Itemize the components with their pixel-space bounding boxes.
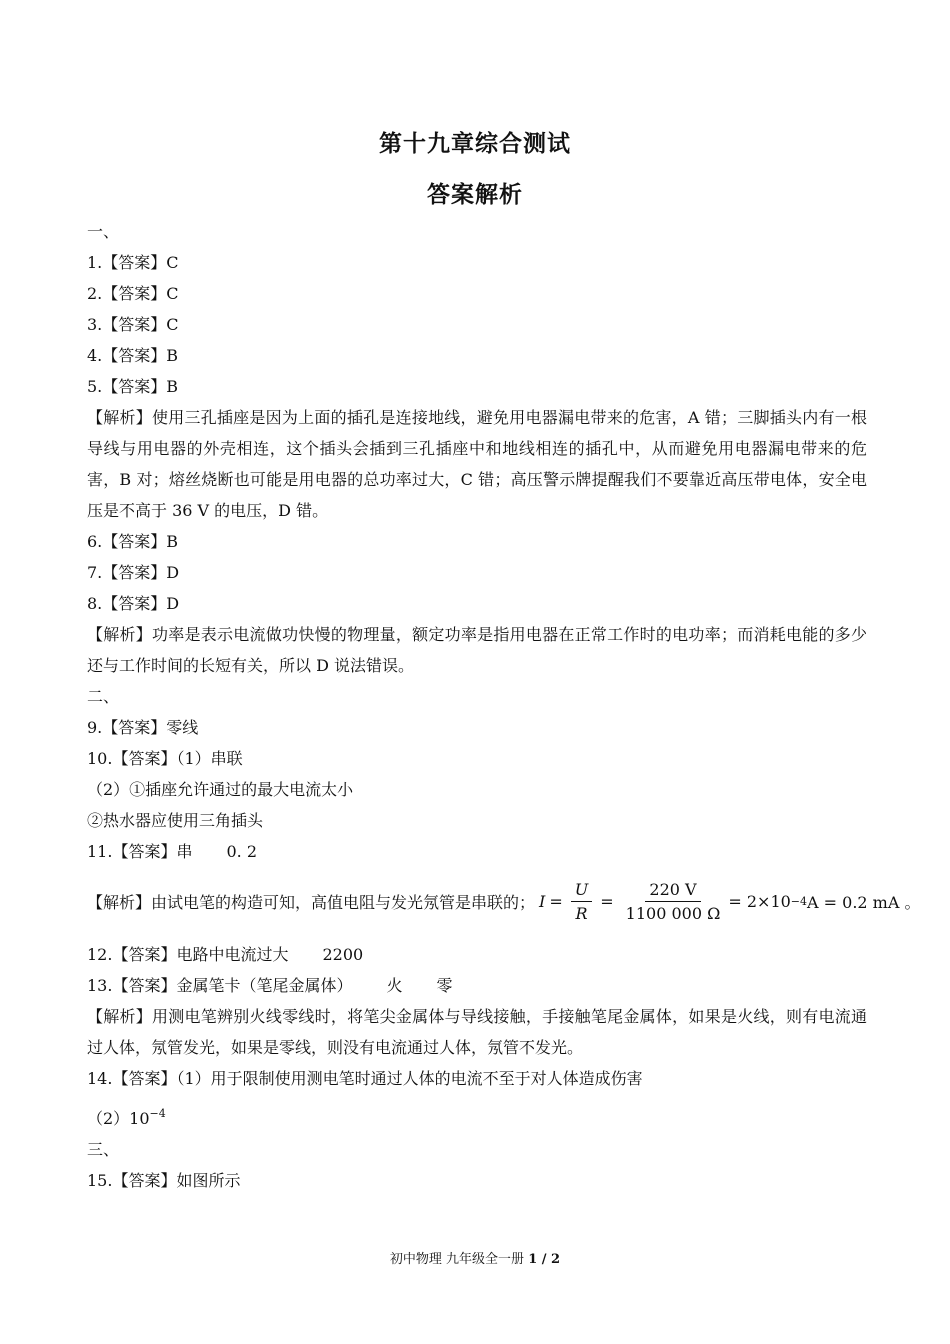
answer-label: 【答案】 bbox=[102, 346, 167, 365]
answer-10-line-2: （2）①插座允许通过的最大电流太小 bbox=[87, 780, 354, 799]
analysis-text: 使用三孔插座是因为上面的插孔是连接地线，避免用电器漏电带来的危害，A 错；三脚插头内有一根导线与用电器的外壳相连，这个插头会插到三孔插座中和地线相连的插孔中，从而避免用电器漏电带来的危害，B 对；熔丝烧断也可能是用电器的总功率过大，C 错；高压警示牌提醒我们不要靠近高压带电体，安全电压是不高于 36 V 的电压，D 错。 bbox=[87, 408, 867, 520]
answer-value: 如图所示 bbox=[176, 1171, 241, 1190]
answer-value: B bbox=[166, 346, 179, 365]
answer-value-1: 串 bbox=[176, 842, 193, 861]
answer-value-2: 火 bbox=[386, 976, 403, 995]
answer-value-1: 电路中电流过大 bbox=[176, 945, 289, 964]
answer-10-line-3: ②热水器应使用三角插头 bbox=[87, 811, 264, 830]
answer-item-1 bbox=[87, 247, 867, 278]
question-number: 1. bbox=[87, 253, 103, 272]
answer-value: C bbox=[166, 284, 179, 303]
answer-value-1: 金属笔卡（笔尾金属体） bbox=[176, 976, 353, 995]
page-subtitle: 答案解析 bbox=[427, 181, 523, 208]
formula-equals: = bbox=[600, 891, 614, 911]
answer-label: 【答案】 bbox=[112, 1171, 177, 1190]
answer-item-9 bbox=[87, 712, 867, 743]
analysis-13 bbox=[87, 1001, 867, 1063]
analysis-text: 由试电笔的构造可知，高值电阻与发光氖管是串联的； bbox=[151, 892, 536, 912]
answer-item-7 bbox=[87, 557, 867, 588]
fraction-values bbox=[622, 880, 725, 923]
formula-result-b: A = 0.2 mA 。 bbox=[807, 892, 921, 912]
answer-value-3: 零 bbox=[436, 976, 453, 995]
answer-item-2 bbox=[87, 278, 867, 309]
answer-item-11 bbox=[87, 836, 867, 867]
answer-value: C bbox=[166, 315, 179, 334]
answer-value-2: 2200 bbox=[322, 945, 364, 964]
analysis-5 bbox=[87, 402, 867, 526]
section-heading-1: 一、 bbox=[87, 222, 120, 241]
answer-label: 【答案】 bbox=[102, 315, 167, 334]
analysis-text: 功率是表示电流做功快慢的物理量，额定功率是指用电器在正常工作时的电功率；而消耗电能的多少还与工作时间的长短有关，所以 D 说法错误。 bbox=[87, 625, 867, 675]
page-title: 第十九章综合测试 bbox=[379, 130, 571, 157]
question-number: 5. bbox=[87, 377, 103, 396]
footer-text: 初中物理 九年级全一册 bbox=[389, 1252, 525, 1267]
answer-value: D bbox=[166, 563, 180, 582]
question-number: 8. bbox=[87, 594, 103, 613]
analysis-label: 【解析】 bbox=[87, 625, 153, 644]
question-number: 6. bbox=[87, 532, 103, 551]
question-number: 11. bbox=[87, 842, 113, 861]
question-number: 13. bbox=[87, 976, 113, 995]
answer-item-4 bbox=[87, 340, 867, 371]
question-number: 9. bbox=[87, 718, 103, 737]
answer-value: C bbox=[166, 253, 179, 272]
answer-item-8 bbox=[87, 588, 867, 619]
answer-value-2: 0. 2 bbox=[226, 842, 258, 861]
formula-numerator: 220 V bbox=[645, 880, 700, 902]
formula-current-symbol: I bbox=[539, 891, 546, 911]
answer-14-line-2 bbox=[87, 1094, 867, 1134]
question-number: 7. bbox=[87, 563, 103, 582]
formula-exponent: −4 bbox=[790, 894, 808, 908]
answer-label: 【答案】 bbox=[112, 749, 177, 768]
formula-result-a: = 2×10 bbox=[728, 891, 791, 911]
formula-denominator: 1100 000 Ω bbox=[625, 903, 721, 923]
answer-label: 【答案】 bbox=[102, 718, 167, 737]
answer-label: 【答案】 bbox=[112, 945, 177, 964]
answer-item-14 bbox=[87, 1063, 867, 1094]
question-number: 3. bbox=[87, 315, 103, 334]
analysis-8 bbox=[87, 619, 867, 681]
answer-value: B bbox=[166, 532, 179, 551]
answer-item-5 bbox=[87, 371, 867, 402]
answer-label: 【答案】 bbox=[112, 1069, 177, 1088]
answer-label: 【答案】 bbox=[102, 253, 167, 272]
page-number: 1 / 2 bbox=[528, 1252, 561, 1267]
analysis-label: 【解析】 bbox=[87, 892, 152, 912]
question-number: 15. bbox=[87, 1171, 113, 1190]
answer-label: 【答案】 bbox=[102, 532, 167, 551]
answer-content bbox=[87, 216, 921, 1196]
question-number: 12. bbox=[87, 945, 113, 964]
question-number: 10. bbox=[87, 749, 113, 768]
answer-label: 【答案】 bbox=[112, 976, 177, 995]
question-number: 2. bbox=[87, 284, 103, 303]
answer-item-6 bbox=[87, 526, 867, 557]
analysis-label: 【解析】 bbox=[87, 408, 152, 427]
formula-resistance-symbol: R bbox=[575, 903, 588, 923]
section-heading-3: 三、 bbox=[87, 1140, 120, 1159]
answer-item-3 bbox=[87, 309, 867, 340]
answer-14-exponent: −4 bbox=[149, 1107, 166, 1120]
answer-label: 【答案】 bbox=[102, 594, 167, 613]
analysis-11 bbox=[87, 871, 921, 931]
answer-value: 零线 bbox=[166, 718, 199, 737]
page-footer bbox=[0, 1248, 950, 1267]
answer-value: （1）串联 bbox=[176, 749, 243, 768]
answer-item-10 bbox=[87, 743, 867, 774]
fraction-u-over-r bbox=[571, 880, 592, 923]
answer-item-12 bbox=[87, 939, 867, 970]
answer-14-base: （2）10 bbox=[87, 1109, 150, 1128]
answer-label: 【答案】 bbox=[102, 284, 167, 303]
answer-value: B bbox=[166, 377, 179, 396]
answer-value: （1）用于限制使用测电笔时通过人体的电流不至于对人体造成伤害 bbox=[176, 1069, 643, 1088]
answer-item-15 bbox=[87, 1165, 867, 1196]
question-number: 14. bbox=[87, 1069, 113, 1088]
formula-equals: = bbox=[549, 891, 563, 911]
analysis-label: 【解析】 bbox=[87, 1007, 153, 1026]
answer-label: 【答案】 bbox=[102, 377, 167, 396]
section-heading-2: 二、 bbox=[87, 687, 120, 706]
analysis-text: 用测电笔辨别火线零线时，将笔尖金属体与导线接触，手接触笔尾金属体，如果是火线，则有电流通过人体，氖管发光，如果是零线，则没有电流通过人体，氖管不发光。 bbox=[87, 1007, 867, 1057]
answer-item-13 bbox=[87, 970, 867, 1001]
current-formula bbox=[539, 880, 920, 923]
question-number: 4. bbox=[87, 346, 103, 365]
answer-label: 【答案】 bbox=[102, 563, 167, 582]
answer-label: 【答案】 bbox=[112, 842, 177, 861]
formula-voltage-symbol: U bbox=[571, 880, 592, 902]
answer-value: D bbox=[166, 594, 180, 613]
